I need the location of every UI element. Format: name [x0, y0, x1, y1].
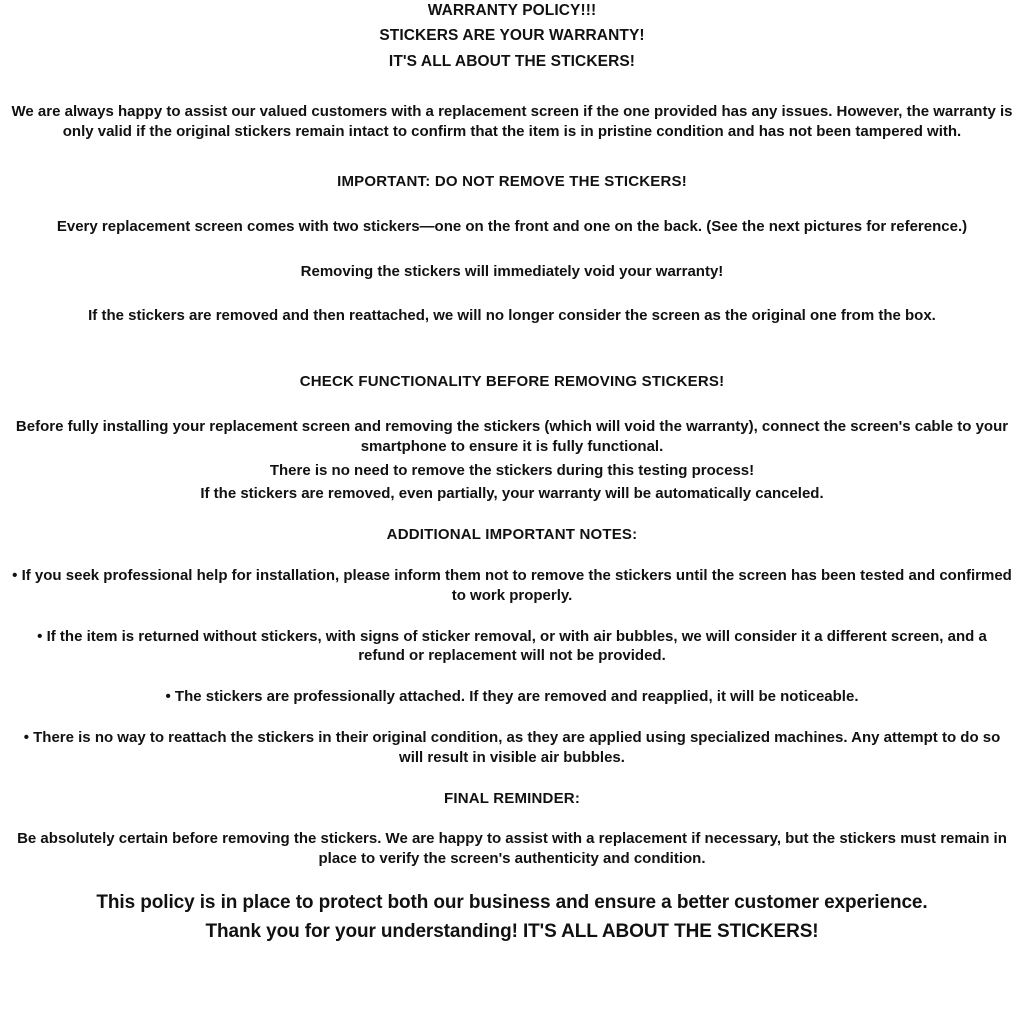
- note-item-4: • There is no way to reattach the stickers in their original condition, as they are applied using specialized machines. Any attempt to do so will result in visible air bubbles.: [23, 728, 1001, 766]
- document-subtitle-2: IT'S ALL ABOUT THE STICKERS!: [388, 52, 636, 70]
- check-line-2: There is no need to remove the stickers during this testing process!: [269, 461, 755, 479]
- note-item-2: • If the item is returned without stickers, with signs of sticker removal, or with air bubbles, we will consider it a different screen, and a refund or replacement will not be provided.: [37, 627, 987, 665]
- important-line-3: If the stickers are removed and then reattached, we will no longer consider the screen as the original one from the box.: [88, 307, 936, 325]
- note-item-1: • If you seek professional help for installation, please inform them not to remove the stickers until the screen has been tested and confirmed to work properly.: [12, 566, 1012, 604]
- notes-section-title: ADDITIONAL IMPORTANT NOTES:: [386, 526, 638, 544]
- closing-line-2: Thank you for your understanding! IT'S ALL ABOUT THE STICKERS!: [205, 920, 819, 942]
- important-line-1: Every replacement screen comes with two stickers—one on the front and one on the back. (See the next pictures for reference.): [56, 217, 968, 235]
- closing-line-1: This policy is in place to protect both our business and ensure a better customer experience.: [96, 891, 928, 913]
- check-section-title: CHECK FUNCTIONALITY BEFORE REMOVING STICKERS!: [299, 373, 725, 391]
- document-subtitle-1: STICKERS ARE YOUR WARRANTY!: [379, 27, 645, 45]
- check-line-3: If the stickers are removed, even partially, your warranty will be automatically canceled.: [200, 485, 824, 503]
- final-reminder-title: FINAL REMINDER:: [443, 789, 581, 807]
- check-line-1: Before fully installing your replacement screen and removing the stickers (which will void the warranty), connect the screen's cable to your smartphone to ensure it is fully functional.: [15, 417, 1009, 455]
- final-reminder-paragraph: Be absolutely certain before removing the stickers. We are happy to assist with a replacement if necessary, but the stickers must remain in place to verify the screen's authenticity and condition.: [17, 830, 1007, 868]
- important-section-title: IMPORTANT: DO NOT REMOVE THE STICKERS!: [337, 172, 687, 190]
- intro-paragraph: We are always happy to assist our valued customers with a replacement screen if the one provided has any issues. However, the warranty is only valid if the original stickers remain intact to confirm that the item is in pristine condition and has not been tampered with.: [11, 103, 1013, 141]
- warranty-policy-document: [0, 1, 1024, 944]
- important-line-2: Removing the stickers will immediately void your warranty!: [300, 262, 724, 280]
- note-item-3: • The stickers are professionally attached. If they are removed and reapplied, it will be noticeable.: [165, 688, 859, 706]
- document-title: WARRANTY POLICY!!!: [427, 2, 597, 19]
